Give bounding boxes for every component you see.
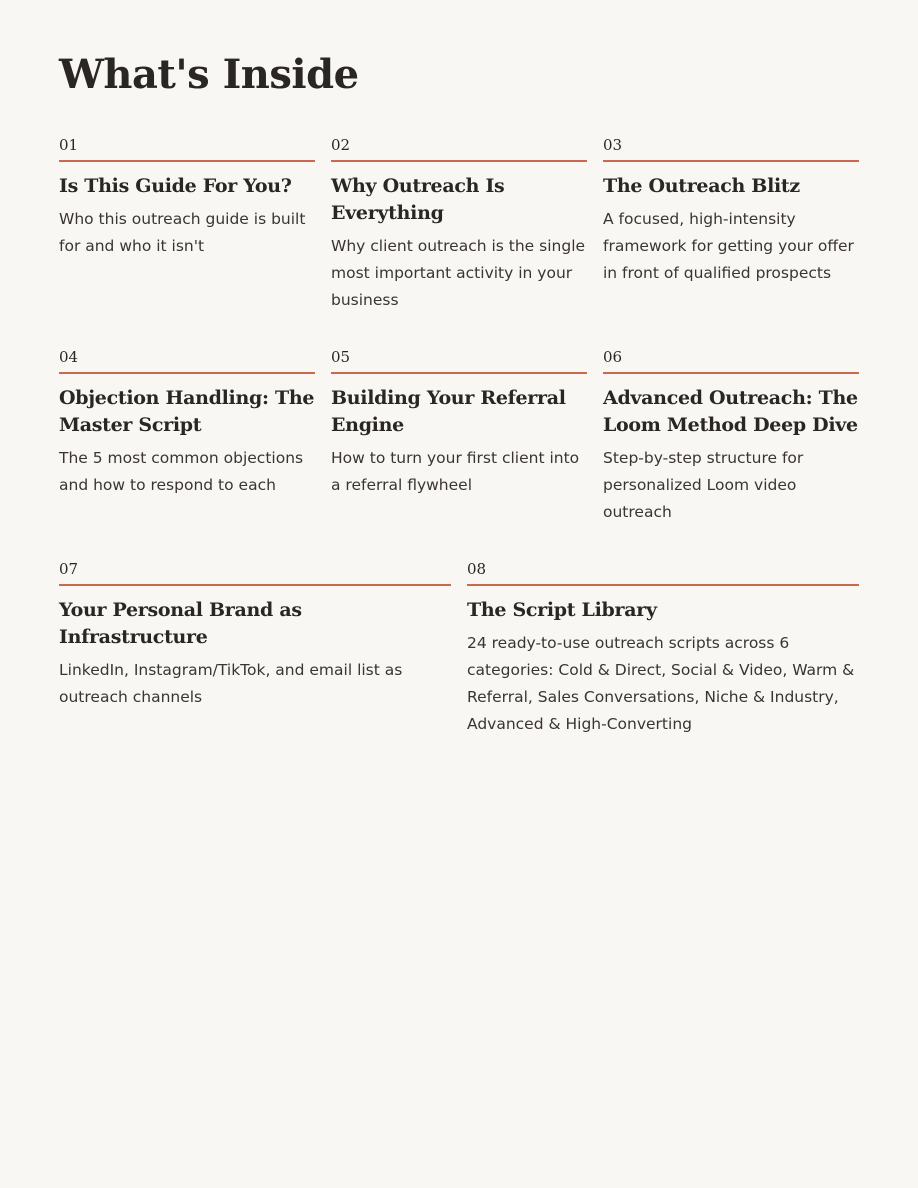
section-06 [603, 348, 859, 526]
section-number: 01 [59, 136, 79, 154]
section-title: Objection Handling: The Master Script [59, 387, 315, 436]
section-03 [603, 136, 859, 287]
section-description: Step-by-step structure for personalized Loom video outreach [603, 449, 804, 521]
section-01 [59, 136, 315, 260]
section-description: The 5 most common objections and how to respond to each [59, 449, 304, 494]
section-divider [59, 160, 315, 162]
section-description: A focused, high-intensity framework for getting your offer in front of qualified prospects [603, 210, 854, 282]
section-07 [59, 560, 451, 711]
section-description: LinkedIn, Instagram/TikTok, and email list as outreach channels [59, 661, 403, 706]
section-title: Advanced Outreach: The Loom Method Deep Dive [603, 387, 858, 436]
section-title: Why Outreach Is Everything [331, 175, 505, 224]
section-title: Is This Guide For You? [59, 175, 292, 197]
section-description: 24 ready-to-use outreach scripts across 6 categories: Cold & Direct, Social & Video, Warm & Referral, Sales Conversations, Niche & Industry, Advanced & High-Converting [467, 634, 855, 733]
section-number: 06 [603, 348, 623, 366]
section-number: 04 [59, 348, 79, 366]
section-divider [603, 372, 859, 374]
section-divider [59, 372, 315, 374]
section-02 [331, 136, 587, 314]
section-description: How to turn your first client into a referral flywheel [331, 449, 580, 494]
section-title: The Script Library [467, 599, 657, 621]
section-08 [467, 560, 859, 738]
section-description: Who this outreach guide is built for and who it isn't [59, 210, 306, 255]
section-description: Why client outreach is the single most important activity in your business [331, 237, 586, 309]
section-04 [59, 348, 315, 499]
section-number: 08 [467, 560, 487, 578]
section-divider [331, 372, 587, 374]
section-divider [59, 584, 451, 586]
section-title: Your Personal Brand as Infrastructure [59, 599, 302, 648]
section-number: 02 [331, 136, 351, 154]
section-number: 07 [59, 560, 79, 578]
section-number: 05 [331, 348, 351, 366]
section-title: The Outreach Blitz [603, 175, 800, 197]
section-number: 03 [603, 136, 623, 154]
section-divider [331, 160, 587, 162]
section-divider [467, 584, 859, 586]
page-title: What's Inside [59, 51, 359, 98]
section-05 [331, 348, 587, 499]
section-title: Building Your Referral Engine [331, 387, 566, 436]
section-divider [603, 160, 859, 162]
